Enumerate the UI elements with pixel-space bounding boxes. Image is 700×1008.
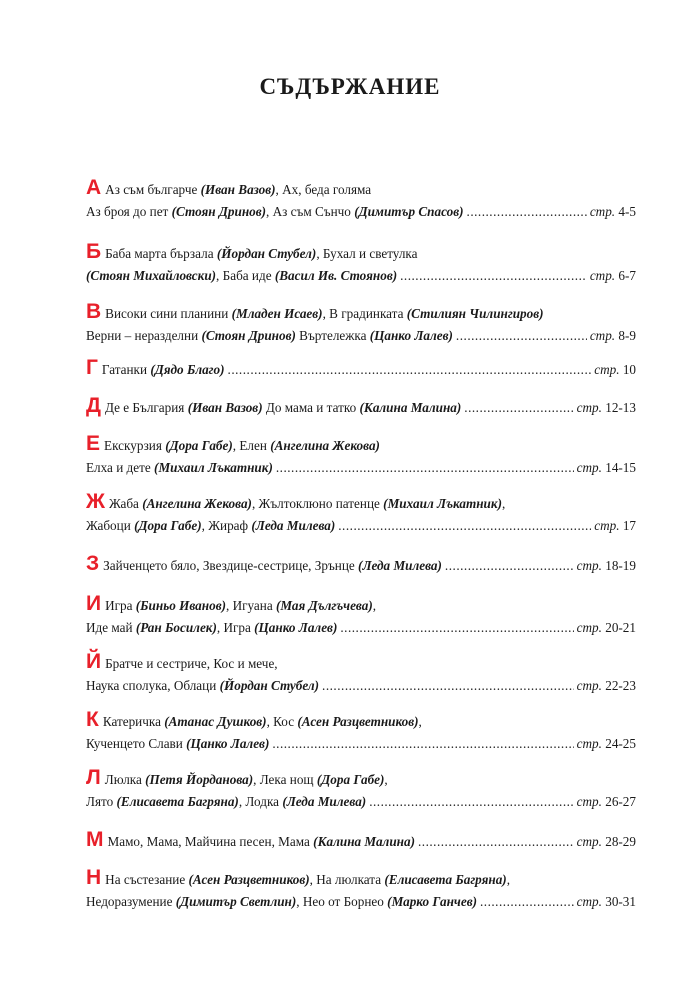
toc-line — [86, 616, 636, 640]
toc-line-text — [86, 514, 335, 538]
work-title: Екскурзия — [104, 438, 166, 453]
section-letter: Й — [86, 650, 102, 673]
author-name: (Стоян Михайловски) — [86, 268, 217, 283]
page-number: 12-13 — [605, 400, 636, 415]
author-name: (Марко Ганчев) — [387, 894, 477, 909]
author-name: (Михаил Лъкатник) — [383, 496, 502, 511]
toc-line-text — [86, 616, 337, 640]
toc-line-text — [86, 324, 453, 348]
author-name: (Йордан Стубел) — [219, 678, 320, 693]
toc-line — [86, 324, 636, 348]
section-letter: И — [86, 592, 102, 615]
toc-line — [86, 866, 636, 890]
author-name: (Иван Вазов) — [200, 182, 276, 197]
section-letter: Б — [86, 240, 102, 263]
author-name: (Мая Дългъчева) — [276, 598, 373, 613]
toc-line-text — [105, 178, 371, 202]
work-title: Баба марта бързала — [105, 246, 217, 261]
page-label: стр. — [576, 620, 602, 635]
toc-entry — [86, 490, 636, 538]
work-title: , В градинката — [322, 306, 407, 321]
work-title: , Игра — [216, 620, 255, 635]
toc-line-text — [86, 732, 269, 756]
toc-line — [86, 890, 636, 914]
toc-line-text — [109, 492, 505, 516]
author-name: (Асен Разцветников) — [297, 714, 419, 729]
toc-entry — [86, 356, 636, 380]
toc-line — [86, 176, 636, 200]
work-title: Недоразумение — [86, 894, 176, 909]
toc-entry — [86, 708, 636, 756]
work-title: До мама и татко — [262, 400, 360, 415]
author-name: (Димитър Спасов) — [354, 204, 464, 219]
toc-entry — [86, 300, 636, 348]
section-letter: А — [86, 176, 102, 199]
toc-line-text — [102, 358, 225, 382]
toc-entry — [86, 866, 636, 914]
author-name: (Стилиян Чилингиров) — [406, 306, 544, 321]
toc-entry — [86, 650, 636, 698]
page-label: стр. — [576, 834, 602, 849]
dot-leader — [480, 890, 574, 914]
author-name: (Цанко Лалев) — [369, 328, 453, 343]
toc-entry — [86, 240, 636, 288]
dot-leader — [418, 830, 574, 854]
section-letter: З — [86, 552, 100, 575]
page-number: 26-27 — [605, 794, 636, 809]
toc-line-text — [86, 790, 366, 814]
toc-line-text — [105, 302, 543, 326]
author-name: (Цанко Лалев) — [254, 620, 338, 635]
page-label: стр. — [594, 362, 620, 377]
author-name: (Цанко Лалев) — [186, 736, 270, 751]
page-number: 4-5 — [618, 204, 636, 219]
toc-line — [86, 300, 636, 324]
page-reference — [577, 674, 636, 698]
page-number: 28-29 — [605, 834, 636, 849]
toc-line — [86, 790, 636, 814]
section-letter: Г — [86, 356, 98, 379]
toc-line-text — [105, 594, 376, 618]
author-name: (Димитър Светлин) — [175, 894, 297, 909]
author-name: (Асен Разцветников) — [188, 872, 310, 887]
section-letter: Д — [86, 394, 101, 417]
section-letter: К — [86, 708, 99, 731]
page-reference — [577, 554, 636, 578]
page-reference — [594, 514, 636, 538]
toc-line — [86, 264, 636, 288]
work-title: , Жираф — [201, 518, 252, 533]
toc-line — [86, 828, 636, 852]
section-letter: М — [86, 828, 104, 851]
toc-line-text — [108, 830, 415, 854]
toc-line-text — [86, 674, 319, 698]
dot-leader — [340, 616, 573, 640]
author-name: (Младен Исаев) — [231, 306, 323, 321]
page-reference — [577, 396, 636, 420]
page-label: стр. — [576, 460, 602, 475]
toc-line-text — [105, 868, 510, 892]
page-label: стр. — [594, 518, 620, 533]
section-letter: В — [86, 300, 102, 323]
toc-line-text — [86, 890, 477, 914]
work-title: Де е България — [104, 400, 188, 415]
toc-line-text — [105, 768, 388, 792]
toc-line — [86, 552, 636, 576]
work-title: Лято — [86, 794, 117, 809]
author-name: (Ран Босилек) — [135, 620, 217, 635]
dot-leader — [369, 790, 573, 814]
author-name: (Дора Габе) — [316, 772, 385, 787]
toc-entry — [86, 394, 636, 418]
author-name: (Михаил Лъкатник) — [154, 460, 273, 475]
author-name: (Йордан Стубел) — [216, 246, 317, 261]
page-label: стр. — [576, 678, 602, 693]
author-name: (Дядо Благо) — [150, 362, 225, 377]
work-title: Зайченцето бяло, Звездице-сестрице, Зрънце — [103, 558, 359, 573]
page-reference — [590, 200, 636, 224]
work-title: , Лодка — [238, 794, 283, 809]
work-title: , — [372, 598, 377, 613]
work-title: , Жълтоклюно патенце — [251, 496, 384, 511]
author-name: (Иван Вазов) — [187, 400, 263, 415]
dot-leader — [464, 396, 573, 420]
toc-line — [86, 432, 636, 456]
author-name: (Стоян Дринов) — [201, 328, 296, 343]
section-letter: Н — [86, 866, 102, 889]
work-title: Наука сполука, Облаци — [86, 678, 220, 693]
work-title: Жаба — [108, 496, 143, 511]
work-title: Гатанки — [101, 362, 151, 377]
dot-leader — [400, 264, 587, 288]
work-title: Люлка — [104, 772, 146, 787]
work-title: Кученцето Слави — [86, 736, 187, 751]
work-title: , Нео от Борнео — [296, 894, 388, 909]
toc-line — [86, 592, 636, 616]
page-title: СЪДЪРЖАНИЕ — [259, 74, 441, 99]
page-number: 8-9 — [618, 328, 636, 343]
work-title: Мамо, Мама, Майчина песен, Мама — [107, 834, 314, 849]
work-title: , Кос — [266, 714, 298, 729]
page-number: 30-31 — [605, 894, 636, 909]
toc-entry — [86, 432, 636, 480]
work-title: , Лека нощ — [253, 772, 317, 787]
work-title: Аз броя до пет — [86, 204, 172, 219]
toc-line — [86, 240, 636, 264]
author-name: (Леда Милева) — [282, 794, 367, 809]
section-letter: Л — [86, 766, 101, 789]
toc-entry — [86, 552, 636, 576]
section-letter: Ж — [86, 490, 105, 513]
page-number: 14-15 — [605, 460, 636, 475]
author-name: (Леда Милева) — [251, 518, 336, 533]
work-title: , — [418, 714, 422, 729]
toc-line-text — [105, 396, 461, 420]
page-reference — [590, 264, 636, 288]
page-label: стр. — [576, 736, 602, 751]
page-reference — [577, 616, 636, 640]
dot-leader — [338, 514, 591, 538]
author-name: (Калина Малина) — [359, 400, 462, 415]
work-title: , Ах, беда голяма — [275, 182, 372, 197]
work-title: , Бухал и светулка — [316, 246, 418, 261]
work-title: , Игуана — [225, 598, 276, 613]
toc-line — [86, 514, 636, 538]
dot-leader — [276, 456, 574, 480]
author-name: (Дора Габе) — [165, 438, 233, 453]
author-name: (Стоян Дринов) — [171, 204, 267, 219]
page-label: стр. — [576, 400, 602, 415]
toc-entry — [86, 828, 636, 852]
work-title: На състезание — [105, 872, 189, 887]
toc-line — [86, 356, 636, 380]
toc-line-text — [103, 710, 422, 734]
page-reference — [590, 324, 636, 348]
page-number: 17 — [622, 518, 636, 533]
author-name: (Дора Габе) — [134, 518, 202, 533]
page-label: стр. — [589, 204, 616, 219]
toc-entry — [86, 592, 636, 640]
page-label: стр. — [589, 268, 616, 283]
work-title: Елха и дете — [86, 460, 155, 475]
page-reference — [594, 358, 636, 382]
work-title: , Баба иде — [216, 268, 275, 283]
page-number: 24-25 — [605, 736, 636, 751]
author-name: (Леда Милева) — [358, 558, 442, 573]
page-reference — [577, 890, 636, 914]
toc-line-text — [86, 456, 273, 480]
work-title: , Елен — [232, 438, 271, 453]
author-name: (Елисавета Багряна) — [116, 794, 239, 809]
page-reference — [577, 830, 636, 854]
work-title: , Аз съм Сънчо — [266, 204, 355, 219]
toc-entry — [86, 176, 636, 224]
toc-entry — [86, 766, 636, 814]
work-title: , — [384, 772, 388, 787]
section-letter: Е — [86, 432, 101, 455]
toc-line — [86, 708, 636, 732]
page-label: стр. — [576, 794, 602, 809]
page-number: 6-7 — [618, 268, 636, 283]
dot-leader — [322, 674, 574, 698]
toc-line — [86, 394, 636, 418]
author-name: (Калина Малина) — [313, 834, 415, 849]
work-title: Катеричка — [102, 714, 165, 729]
toc-line-text — [86, 200, 464, 224]
work-title: , — [501, 496, 506, 511]
toc-line-text — [105, 242, 417, 266]
page-number: 18-19 — [605, 558, 636, 573]
page-reference — [577, 790, 636, 814]
page-label: стр. — [576, 894, 602, 909]
toc-line — [86, 456, 636, 480]
work-title: Иде май — [86, 620, 136, 635]
page-reference — [577, 732, 636, 756]
work-title: , — [506, 872, 510, 887]
dot-leader — [228, 358, 592, 382]
page-number: 10 — [622, 362, 636, 377]
page-label: стр. — [576, 558, 602, 573]
author-name: (Ангелина Жекова) — [142, 496, 252, 511]
toc-line-text — [103, 554, 442, 578]
work-title: Аз съм българче — [105, 182, 201, 197]
page-reference — [577, 456, 636, 480]
toc-line-text — [105, 652, 278, 676]
dot-leader — [456, 324, 587, 348]
author-name: (Ангелина Жекова) — [270, 438, 380, 453]
work-title: Братче и сестриче, Кос и мече, — [105, 656, 278, 671]
toc-line — [86, 650, 636, 674]
author-name: (Петя Йорданова) — [145, 772, 254, 787]
page-number: 22-23 — [605, 678, 636, 693]
dot-leader — [445, 554, 574, 578]
work-title: , На люлката — [309, 872, 385, 887]
author-name: (Атанас Душков) — [164, 714, 267, 729]
page-number: 20-21 — [605, 620, 636, 635]
author-name: (Биньо Иванов) — [135, 598, 226, 613]
toc-line — [86, 732, 636, 756]
toc-line-text — [86, 264, 397, 288]
author-name: (Васил Ив. Стоянов) — [274, 268, 398, 283]
work-title: Жабоци — [86, 518, 135, 533]
page-label: стр. — [589, 328, 616, 343]
work-title: Високи сини планини — [105, 306, 232, 321]
work-title: Верни – неразделни — [86, 328, 202, 343]
toc-line — [86, 490, 636, 514]
work-title: Игра — [105, 598, 136, 613]
toc-line — [86, 200, 636, 224]
toc-line — [86, 674, 636, 698]
work-title: Въртележка — [295, 328, 370, 343]
dot-leader — [467, 200, 587, 224]
toc-line — [86, 766, 636, 790]
author-name: (Елисавета Багряна) — [384, 872, 507, 887]
dot-leader — [272, 732, 573, 756]
toc-line-text — [104, 434, 380, 458]
